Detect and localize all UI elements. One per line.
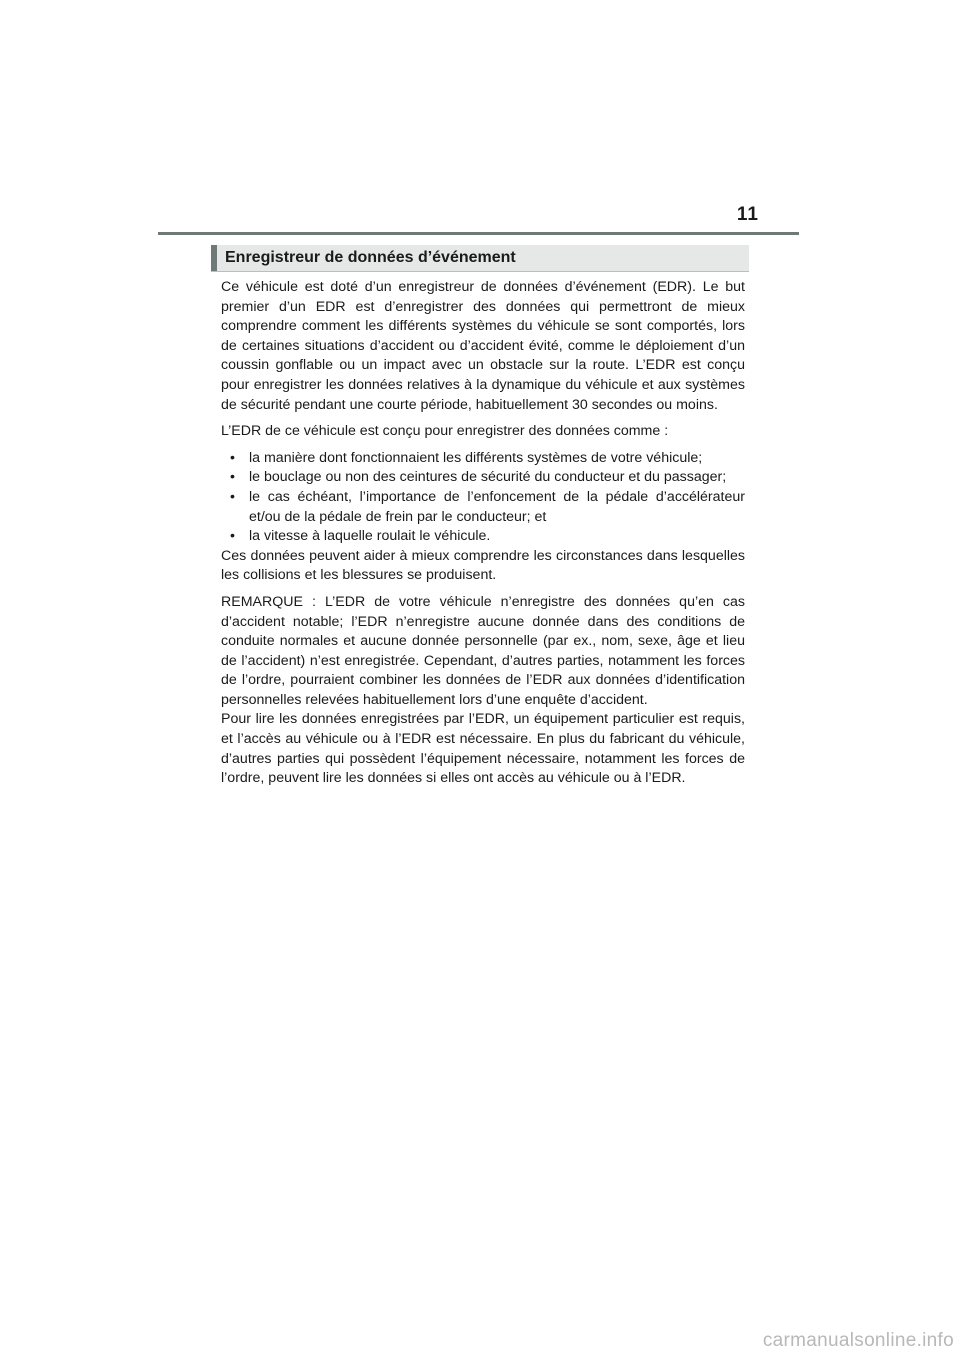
bullet-icon: • (230, 488, 235, 505)
list-item-text: le bouclage ou non des ceintures de sécurité du conducteur et du passager; (249, 469, 727, 486)
bullet-icon: • (230, 528, 235, 545)
list-item-text: le cas échéant, l’importance de l’enfoncement de la pédale d’accélérateur et/ou de la pédale de frein par le conducteur; et (249, 488, 745, 525)
content (221, 278, 745, 789)
data-list (221, 449, 745, 547)
page-number: 11 (736, 204, 759, 225)
top-rule (158, 232, 799, 235)
list-item-text: la vitesse à laquelle roulait le véhicule. (249, 528, 491, 545)
bullet-icon: • (230, 469, 235, 486)
list-item-text: la manière dont fonctionnaient les différents systèmes de votre véhicule; (249, 449, 703, 466)
list-item (221, 488, 745, 527)
watermark: carmanualsonline.info (762, 1330, 954, 1351)
paragraph-remark: REMARQUE : L’EDR de votre véhicule n’enregistre des données qu’en cas d’accident notable; l’EDR n’enregistre aucune donnée dans des conditions de conduite normales et aucune donnée personnelle (par ex., nom, sexe, âge et lieu de l’accident) n’est enregistrée. Cependant, d’autres parties, notamment les forces de l’ordre, pourraient combiner les données de l’EDR aux données d’identification personnelles relevées habituellement lors d’une enquête d’accident. (221, 593, 745, 708)
paragraph-purpose: Ces données peuvent aider à mieux comprendre les circonstances dans lesquelles les collisions et les blessures se produisent. (221, 547, 745, 584)
list-item (221, 527, 745, 547)
section-header-bar (211, 245, 217, 271)
paragraph-data-list-intro: L’EDR de ce véhicule est conçu pour enregistrer des données comme : (221, 423, 669, 440)
section-title: Enregistreur de données d’événement (225, 249, 516, 266)
list-item (221, 468, 745, 488)
paragraph-access: Pour lire les données enregistrées par l’EDR, un équipement particulier est requis, et l’accès au véhicule ou à l’EDR est nécessaire. En plus du fabricant du véhicule, d’autres parties qui possèdent l’équipement nécessaire, notamment les forces de l’ordre, peuvent lire les données si elles ont accès au véhicule ou à l’EDR. (221, 711, 745, 787)
list-item (221, 449, 745, 469)
bullet-icon: • (230, 449, 235, 466)
section-header (211, 245, 749, 272)
paragraph-intro: Ce véhicule est doté d’un enregistreur de données d’événement (EDR). Le but premier d’un EDR est d’enregistrer des données qui permettront de mieux comprendre comment les différents systèmes du véhicule se sont comportés, lors de certaines situations d’accident ou d’accident évité, comme le déploiement d’un coussin gonflable ou un impact avec un obstacle sur la route. L’EDR est conçu pour enregistrer les données relatives à la dynamique du véhicule et aux systèmes de sécurité pendant une courte période, habituellement 30 secondes ou moins. (221, 279, 745, 413)
